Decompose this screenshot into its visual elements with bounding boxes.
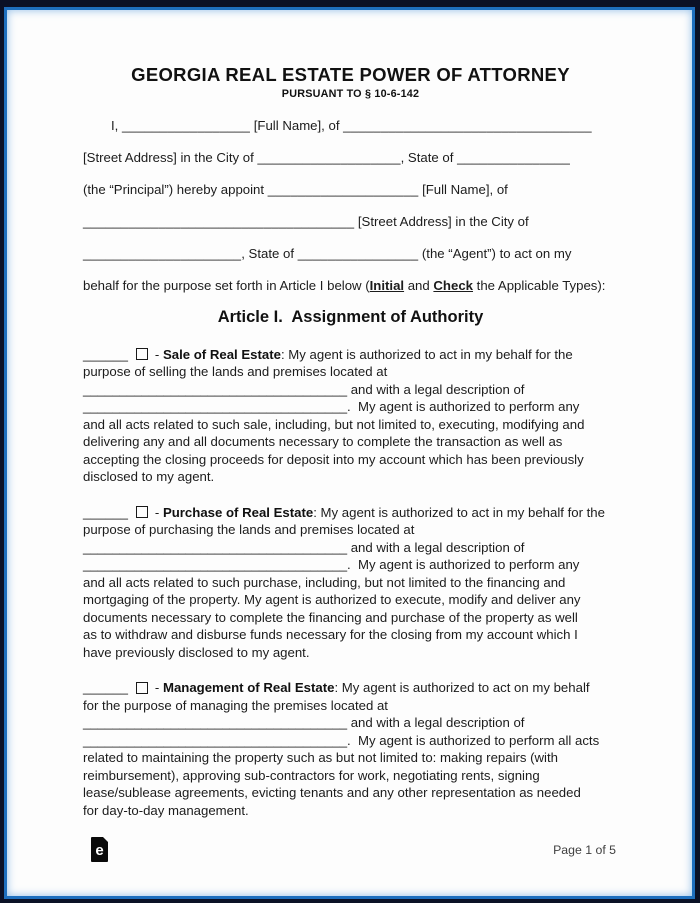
clause-text-line: and all acts related to such purchase, including, but not limited to the financing and	[83, 574, 566, 590]
clause-text-line: reimbursement), approving sub-contractors for work, negotiating rents, signing	[83, 767, 540, 783]
clause-management-of-real-estate	[83, 679, 618, 819]
intro-text: [Street Address] in the City of	[83, 150, 258, 165]
clause-purchase-of-real-estate	[83, 504, 618, 662]
intro-text: [Street Address] in the City of	[354, 214, 529, 229]
checkbox-icon[interactable]	[136, 348, 148, 360]
clause-dash: -	[151, 346, 163, 362]
check-keyword: Check	[433, 278, 473, 293]
article-1-heading: Article I. Assignment of Authority	[217, 307, 484, 326]
checkbox-icon[interactable]	[136, 682, 148, 694]
principal-state-blank[interactable]: _______________	[457, 150, 571, 165]
clause-first-line	[83, 504, 618, 522]
clause-text-line: disclosed to my agent.	[83, 469, 215, 484]
intro-text: the Applicable Types):	[473, 278, 606, 293]
intro-text: behalf for the purpose set forth in Article I below (	[83, 278, 370, 293]
document-page	[7, 10, 692, 896]
principal-name-blank[interactable]: _________________	[122, 118, 251, 133]
clause-text-line: for day-to-day management.	[83, 802, 249, 818]
initials-blank[interactable]: ______	[83, 504, 129, 520]
intro-text: (the “Agent”) to act on my	[418, 246, 572, 261]
document-title: GEORGIA REAL ESTATE POWER OF ATTORNEY	[131, 64, 570, 85]
intro-text: (the “Principal”) hereby appoint	[83, 182, 268, 197]
clause-text-line: mortgaging of the property. My agent is authorized to execute, modify and deliver any	[83, 592, 581, 607]
clause-first-line	[83, 346, 618, 364]
clause-dash: -	[151, 680, 163, 695]
clause-text: : My agent is authorized to act in my behalf for the	[313, 504, 605, 520]
logo-letter: e	[95, 841, 104, 859]
clause-text-line: documents necessary to complete the financing and purchase of the property as well	[83, 609, 578, 625]
intro-line-3	[83, 181, 618, 199]
clause-title: Management of Real Estate	[162, 680, 335, 695]
clause-title: Purchase of Real Estate	[162, 504, 314, 520]
clause-text-line: accepting the closing proceeds for deposit into my account which has been previously	[83, 451, 584, 467]
clause-text: : My agent is authorized to act in my behalf for the	[280, 346, 573, 362]
clause-text: : My agent is authorized to act on my behalf	[334, 680, 590, 695]
intro-text: , State of	[241, 246, 298, 261]
clause-text-line: ____________________________________. My agent is authorized to perform all acts	[83, 732, 600, 748]
clause-text-line: delivering any and all documents necessary to complete the transaction as well as	[83, 434, 563, 449]
clause-text-line: as to withdraw and disburse funds necessary for the closing from my account which I	[83, 627, 578, 642]
clause-text-line: ____________________________________ and with a legal description of	[83, 381, 525, 397]
agent-state-blank[interactable]: ________________	[297, 246, 419, 261]
document-inner-border	[4, 7, 695, 899]
principal-city-blank[interactable]: ___________________	[257, 150, 401, 165]
intro-line-4	[83, 213, 618, 231]
folded-corner-icon	[103, 837, 108, 842]
clause-text-line: ____________________________________. My agent is authorized to perform any	[83, 399, 580, 414]
clause-text-line: purpose of selling the lands and premises located at	[83, 364, 388, 379]
intro-line-1	[83, 117, 618, 135]
agent-city-blank[interactable]: _____________________	[83, 246, 242, 261]
clause-dash: -	[151, 504, 163, 520]
clause-text-line: related to maintaining the property such as but not limited to: making repairs (with	[83, 750, 558, 765]
clause-title: Sale of Real Estate	[162, 346, 281, 362]
intro-line-5	[83, 245, 618, 263]
eforms-logo-icon	[91, 837, 108, 862]
intro-section	[83, 117, 618, 295]
agent-address-blank[interactable]: ____________________________________	[83, 214, 355, 229]
intro-text: and	[404, 278, 434, 293]
page-footer	[83, 837, 618, 866]
intro-line-6	[83, 277, 618, 295]
intro-text: , State of	[400, 150, 458, 165]
clause-text-line: for the purpose of managing the premises located at	[83, 697, 388, 713]
clause-text-line: ____________________________________. My agent is authorized to perform any	[83, 557, 580, 572]
checkbox-icon[interactable]	[136, 506, 148, 518]
clause-text-line: ____________________________________ and with a legal description of	[83, 539, 525, 555]
initial-keyword: Initial	[369, 278, 405, 293]
page-indicator: Page 1 of 5	[553, 842, 616, 857]
intro-text: I,	[111, 118, 122, 133]
intro-line-2	[83, 149, 618, 167]
intro-text: [Full Name], of	[418, 182, 508, 197]
principal-address-blank[interactable]: _________________________________	[343, 118, 592, 133]
initials-blank[interactable]: ______	[83, 346, 129, 362]
clause-text-line: have previously disclosed to my agent.	[83, 644, 310, 660]
clause-text-line: purpose of purchasing the lands and premises located at	[83, 522, 415, 537]
clause-text-line: lease/sublease agreements, evicting tenants and any other representation as needed	[83, 785, 581, 800]
clause-text-line: and all acts related to such sale, including, but not limited to, executing, modifying and	[83, 416, 585, 432]
agent-name-blank[interactable]: ____________________	[267, 182, 419, 197]
clause-text-line: ____________________________________ and with a legal description of	[83, 715, 525, 730]
intro-text: [Full Name], of	[250, 118, 344, 133]
clause-first-line	[83, 679, 618, 697]
initials-blank[interactable]: ______	[83, 680, 129, 695]
document-subtitle: PURSUANT TO § 10-6-142	[281, 88, 420, 100]
clause-sale-of-real-estate	[83, 346, 618, 486]
